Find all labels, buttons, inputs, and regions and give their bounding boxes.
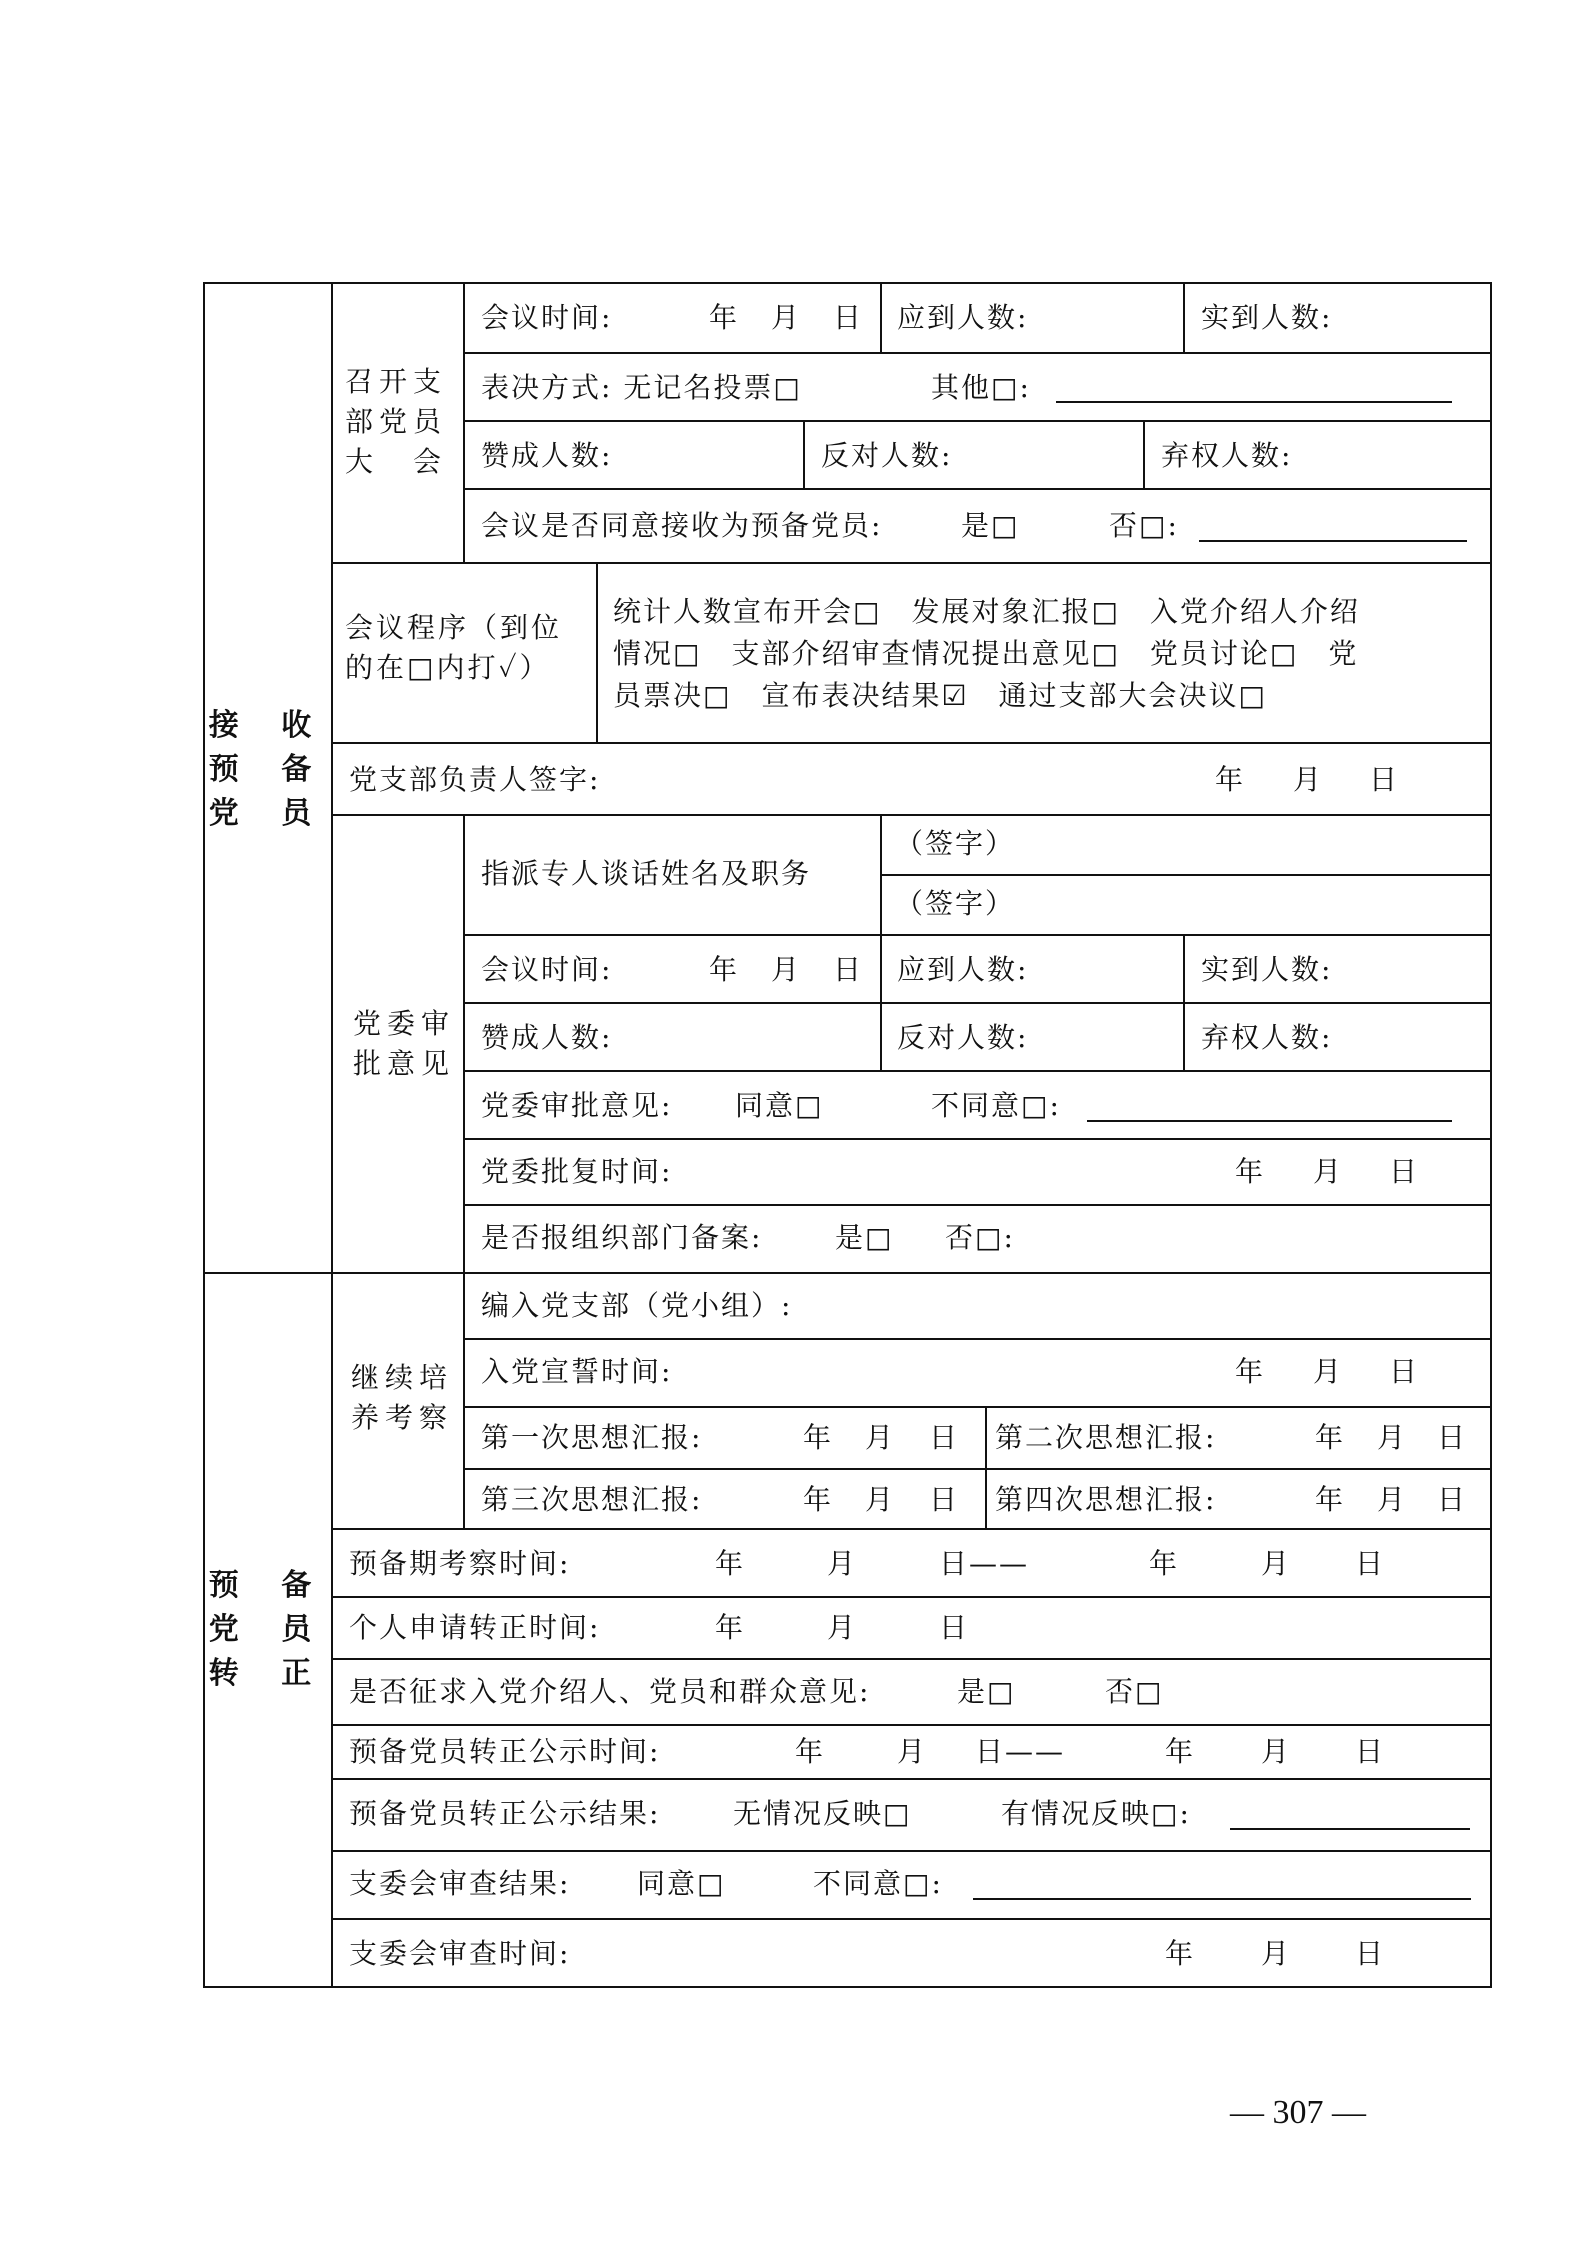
r11-year: 年 <box>1235 1155 1266 1188</box>
r14-month: 月 <box>1313 1355 1344 1388</box>
h-r13 <box>463 1338 1490 1340</box>
r18-year: 年 <box>715 1611 746 1644</box>
r18-month: 月 <box>827 1611 858 1644</box>
r20-d2: 日 <box>1355 1735 1386 1768</box>
r22-label: 支委会审查结果: <box>349 1867 571 1900</box>
r15-first: 第一次思想汇报: <box>481 1421 703 1454</box>
r16-third: 第三次思想汇报: <box>481 1483 703 1516</box>
section-divider <box>205 1272 1490 1274</box>
r23-label: 支委会审查时间: <box>349 1937 571 1970</box>
h-r1 <box>463 352 1490 354</box>
r19-label: 是否征求入党介绍人、党员和群众意见: <box>349 1675 871 1708</box>
r1-split-a <box>880 284 882 352</box>
h-r9 <box>463 1070 1490 1072</box>
r16-fourth-day: 日 <box>1437 1483 1468 1516</box>
r10-agree: 同意□ <box>735 1089 824 1122</box>
h-proc <box>331 742 1490 744</box>
r8-should-attend: 应到人数: <box>897 953 1029 986</box>
h-r19 <box>331 1724 1490 1726</box>
r12-label: 是否报组织部门备案: <box>481 1221 763 1254</box>
h-r14 <box>463 1406 1490 1408</box>
h-r11 <box>463 1204 1490 1206</box>
h-talk <box>463 934 1490 936</box>
r22-disagree: 不同意□: <box>813 1867 943 1900</box>
r14-year: 年 <box>1235 1355 1266 1388</box>
r20-y2: 年 <box>1165 1735 1196 1768</box>
r11-day: 日 <box>1389 1155 1420 1188</box>
r1-should-attend: 应到人数: <box>897 301 1029 334</box>
r23-month: 月 <box>1261 1937 1292 1970</box>
r20-label: 预备党员转正公示时间: <box>349 1735 661 1768</box>
r15-second-month: 月 <box>1377 1421 1408 1454</box>
h-r3 <box>463 488 1490 490</box>
sub-branch-meeting: 召开支 部党员 大 会 <box>345 365 448 478</box>
r14-day: 日 <box>1389 1355 1420 1388</box>
r1-meeting-time: 会议时间: <box>481 301 613 334</box>
r15-first-month: 月 <box>865 1421 896 1454</box>
h-r17 <box>331 1596 1490 1598</box>
r9-oppose: 反对人数: <box>897 1021 1029 1054</box>
talk-sign-2: （签字） <box>895 887 1016 920</box>
talk-sign-1: （签字） <box>895 827 1016 860</box>
h-r20 <box>331 1778 1490 1780</box>
col-line-2 <box>463 284 465 562</box>
procedure-line-3: 员票决□ 宣布表决结果☑ 通过支部大会决议□ <box>613 679 1268 712</box>
r14-label: 入党宣誓时间: <box>481 1355 673 1388</box>
r9-split-b <box>1183 1002 1185 1070</box>
r4-question: 会议是否同意接收为预备党员: <box>481 509 883 542</box>
h-talk-mid <box>880 874 1490 876</box>
r10-underline <box>1087 1120 1452 1122</box>
r2-vote-method: 表决方式: 无记名投票□ <box>481 371 802 404</box>
r1-split-b <box>1183 284 1185 352</box>
r2-underline <box>1056 401 1452 403</box>
r21-underline <box>1230 1828 1470 1830</box>
r16-fourth-year: 年 <box>1315 1483 1346 1516</box>
r16-third-year: 年 <box>803 1483 834 1516</box>
r18-day: 日 <box>939 1611 970 1644</box>
col-line-2b <box>596 562 598 742</box>
r19-no: 否□ <box>1105 1675 1164 1708</box>
r15-first-year: 年 <box>803 1421 834 1454</box>
r10-label: 党委审批意见: <box>481 1089 673 1122</box>
h-r21 <box>331 1850 1490 1852</box>
r21-label: 预备党员转正公示结果: <box>349 1797 661 1830</box>
section-receive-title: 接 收 预 备 党 员 <box>208 708 328 831</box>
r17-d1: 日—— <box>939 1547 1030 1580</box>
r8-split-b <box>1183 934 1185 1002</box>
r13-label: 编入党支部（党小组）: <box>481 1289 793 1322</box>
r8-month: 月 <box>771 953 802 986</box>
branch-sign-month: 月 <box>1293 763 1324 796</box>
sub-continue-training: 继续培 养考察 <box>351 1361 454 1434</box>
r11-label: 党委批复时间: <box>481 1155 673 1188</box>
r16-third-month: 月 <box>865 1483 896 1516</box>
h-r4 <box>331 562 1490 564</box>
r16-fourth: 第四次思想汇报: <box>995 1483 1217 1516</box>
r8-year: 年 <box>709 953 740 986</box>
r12-no: 否□: <box>945 1221 1015 1254</box>
h-sign <box>331 814 1490 816</box>
h-r2 <box>463 420 1490 422</box>
r20-m1: 月 <box>897 1735 928 1768</box>
r1-actual-attend: 实到人数: <box>1201 301 1333 334</box>
r4-yes: 是□ <box>961 509 1020 542</box>
r4-underline <box>1199 540 1467 542</box>
r15-first-day: 日 <box>929 1421 960 1454</box>
r4-no: 否□: <box>1109 509 1179 542</box>
r2-other: 其他□: <box>931 371 1031 404</box>
r10-disagree: 不同意□: <box>931 1089 1061 1122</box>
r21-has: 有情况反映□: <box>1001 1797 1191 1830</box>
r1-month: 月 <box>771 301 802 334</box>
branch-sign-year: 年 <box>1215 763 1246 796</box>
h-r18 <box>331 1658 1490 1660</box>
r17-m1: 月 <box>827 1547 858 1580</box>
r20-m2: 月 <box>1261 1735 1292 1768</box>
r15-second: 第二次思想汇报: <box>995 1421 1217 1454</box>
procedure-line-1: 统计人数宣布开会□ 发展对象汇报□ 入党介绍人介绍 <box>613 595 1360 628</box>
col-line-1 <box>331 284 333 1986</box>
r3-abstain: 弃权人数: <box>1161 439 1293 472</box>
r23-year: 年 <box>1165 1937 1196 1970</box>
r17-d2: 日 <box>1355 1547 1386 1580</box>
r3-split-b <box>1143 420 1145 488</box>
r17-label: 预备期考察时间: <box>349 1547 571 1580</box>
r16-fourth-month: 月 <box>1377 1483 1408 1516</box>
col-line-2d <box>463 1272 465 1528</box>
r3-agree: 赞成人数: <box>481 439 613 472</box>
talk-label: 指派专人谈话姓名及职务 <box>481 857 812 890</box>
r3-split-a <box>803 420 805 488</box>
r23-day: 日 <box>1355 1937 1386 1970</box>
r9-agree: 赞成人数: <box>481 1021 613 1054</box>
r16-third-day: 日 <box>929 1483 960 1516</box>
h-r16 <box>331 1528 1490 1530</box>
r20-d1: 日—— <box>975 1735 1066 1768</box>
branch-sign-day: 日 <box>1369 763 1400 796</box>
r12-yes: 是□ <box>835 1221 894 1254</box>
h-r22 <box>331 1918 1490 1920</box>
page-number: — 307 — <box>1230 2094 1366 2131</box>
r1-year: 年 <box>709 301 740 334</box>
h-r10 <box>463 1138 1490 1140</box>
r8-day: 日 <box>833 953 864 986</box>
r1-day: 日 <box>833 301 864 334</box>
r21-none: 无情况反映□ <box>733 1797 912 1830</box>
sub-procedure: 会议程序（到位 的在□内打✓） <box>345 611 563 684</box>
branch-sign-label: 党支部负责人签字: <box>349 763 601 796</box>
h-r15 <box>463 1468 1490 1470</box>
r3-oppose: 反对人数: <box>821 439 953 472</box>
party-member-form <box>203 282 1492 1988</box>
r18-label: 个人申请转正时间: <box>349 1611 601 1644</box>
h-r8 <box>463 1002 1490 1004</box>
sub-committee-approval: 党委审 批意见 <box>353 1007 456 1080</box>
r22-agree: 同意□ <box>637 1867 726 1900</box>
r15-split <box>985 1406 987 1528</box>
r15-second-day: 日 <box>1437 1421 1468 1454</box>
r17-y2: 年 <box>1149 1547 1180 1580</box>
procedure-line-2: 情况□ 支部介绍审查情况提出意见□ 党员讨论□ 党 <box>613 637 1359 670</box>
r17-m2: 月 <box>1261 1547 1292 1580</box>
r8-actual-attend: 实到人数: <box>1201 953 1333 986</box>
r9-abstain: 弃权人数: <box>1201 1021 1333 1054</box>
r11-month: 月 <box>1313 1155 1344 1188</box>
r19-yes: 是□ <box>957 1675 1016 1708</box>
section-regularize-title: 预 备 党 员 转 正 <box>208 1568 328 1691</box>
r20-y1: 年 <box>795 1735 826 1768</box>
r15-second-year: 年 <box>1315 1421 1346 1454</box>
r22-underline <box>973 1898 1471 1900</box>
r17-y1: 年 <box>715 1547 746 1580</box>
r8-meeting-time: 会议时间: <box>481 953 613 986</box>
